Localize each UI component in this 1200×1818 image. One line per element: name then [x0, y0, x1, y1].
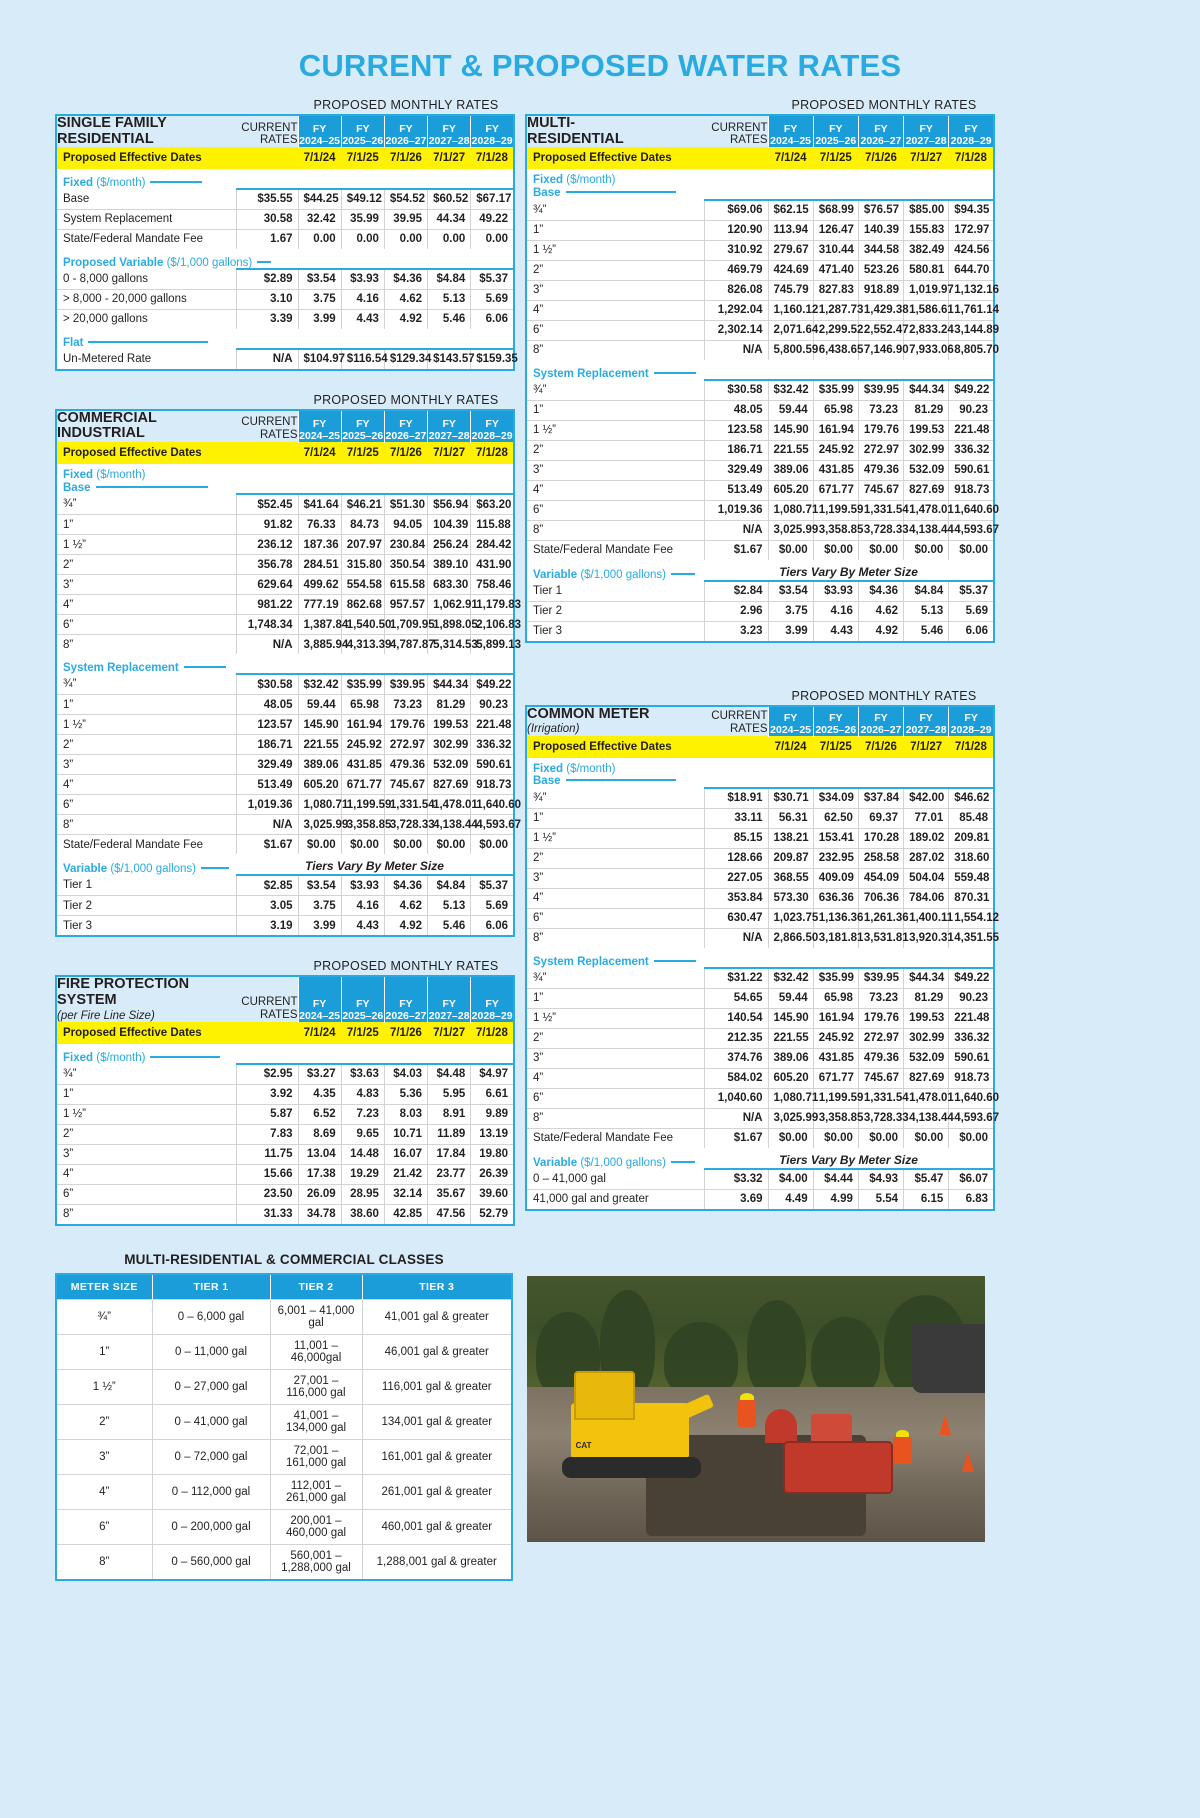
table-row: Tier 1 $2.85 $3.54 $3.93 $4.36 $4.84 $5.37	[56, 875, 514, 896]
multi-residential-pmr-header	[525, 98, 995, 114]
single-family-body	[56, 148, 518, 370]
fixed-section-header	[56, 169, 514, 189]
table-row: 6” 2,302.14 2,071.64 2,299.52 2,552.47 2,833.24 3,144.89	[526, 320, 994, 340]
table-row: 4” 15.66 17.38 19.29 21.42 23.77 26.39	[56, 1164, 514, 1184]
single-family-residential-table	[55, 114, 518, 371]
fy-header-2026-27: FY 2026–27	[858, 115, 903, 148]
table-row: 6” 1,748.34 1,387.84 1,540.50 1,709.95 1,898.05 2,106.83	[56, 615, 514, 635]
photo-excavator: CAT	[559, 1371, 710, 1477]
fy-header-2027-28: FY 2027–28	[904, 706, 949, 737]
table-row: 3” 0 – 72,000 gal 72,001 – 161,000 gal 161,001 gal & greater	[56, 1439, 512, 1474]
table-row: 1 ½” 85.15 138.21 153.41 170.28 189.02 209.81	[526, 828, 994, 848]
table-row: 2” 7.83 8.69 9.65 10.71 11.89 13.19	[56, 1124, 514, 1144]
table-row: 4” 584.02 605.20 671.77 745.67 827.69 918.73	[526, 1068, 994, 1088]
table-row: 0 – 41,000 gal $3.32 $4.00 $4.44 $4.93 $5.47 $6.07	[526, 1169, 994, 1190]
table-row: 4” 513.49 605.20 671.77 745.67 827.69 918.73	[56, 775, 514, 795]
table-row: 6” 23.50 26.09 28.95 32.14 35.67 39.60	[56, 1184, 514, 1204]
table-row: 8” 0 – 560,000 gal 560,001 – 1,288,000 gal 1,288,001 gal & greater	[56, 1544, 512, 1580]
effective-dates-row: Proposed Effective Dates 7/1/24 7/1/25 7/1/26 7/1/27 7/1/28	[526, 736, 994, 757]
proposed-monthly-rates-label: PROPOSED MONTHLY RATES	[791, 98, 977, 112]
multi-residential-body	[526, 148, 1000, 642]
table-row: 1 ½” 123.57 145.90 161.94 179.76 199.53 221.48	[56, 715, 514, 735]
fy-header-2028-29: FY 2028–29	[471, 115, 514, 148]
system-replacement-label: System Replacement	[526, 360, 704, 380]
fy-header-2028-29: FY 2028–29	[471, 410, 514, 443]
fixed-label: Fixed ($/month)	[56, 1044, 236, 1064]
table-row: ¾” $52.45 $41.64 $46.21 $51.30 $56.94 $63.20	[56, 494, 514, 515]
tiers-vary-note: Tiers Vary By Meter Size	[704, 560, 994, 581]
system-replacement-section-header	[56, 654, 514, 674]
proposed-monthly-rates-label: PROPOSED MONTHLY RATES	[791, 688, 977, 703]
fy-header-2026-27: FY 2026–27	[384, 976, 427, 1022]
commercial-industrial-table	[55, 409, 522, 938]
fixed-base-label: Fixed ($/month) Base	[526, 757, 704, 788]
photo-valve	[765, 1409, 797, 1444]
variable-section-header	[56, 854, 514, 875]
fy-header-2028-29: FY 2028–29	[949, 706, 994, 737]
fy-header-2024-25: FY 2024–25	[768, 115, 813, 148]
table-row: State/Federal Mandate Fee 1.67 0.00 0.00 0.00 0.00 0.00	[56, 229, 514, 249]
current-rates-header: CURRENT RATES	[236, 410, 298, 443]
current-rates-header: CURRENT RATES	[236, 976, 298, 1022]
flat-label: Flat	[56, 329, 236, 349]
table-row: 2” 0 – 41,000 gal 41,001 – 134,000 gal 134,001 gal & greater	[56, 1404, 512, 1439]
table-row: 2” 469.79 424.69 471.40 523.26 580.81 644.70	[526, 260, 994, 280]
table-row: > 8,000 - 20,000 gallons 3.10 3.75 4.16 4.62 5.13 5.69	[56, 289, 514, 309]
multi-residential-table	[525, 114, 1000, 643]
table-row: 3” 11.75 13.04 14.48 16.07 17.84 19.80	[56, 1144, 514, 1164]
construction-photo	[527, 1276, 985, 1542]
effective-dates-row: Proposed Effective Dates 7/1/24 7/1/25 7/1/26 7/1/27 7/1/28	[56, 148, 514, 169]
fy-header-2028-29: FY 2028–29	[471, 976, 514, 1022]
rate-tables-container	[0, 98, 1200, 1226]
fy-header-2025-26: FY 2025–26	[813, 115, 858, 148]
table-row: 1” 33.11 56.31 62.50 69.37 77.01 85.48	[526, 808, 994, 828]
photo-water-pipe	[783, 1441, 893, 1494]
table-row: 0 - 8,000 gallons $2.89 $3.54 $3.93 $4.36 $4.84 $5.37	[56, 269, 514, 290]
table-row: ¾” $18.91 $30.71 $34.09 $37.84 $42.00 $46.62	[526, 788, 994, 809]
page-title: CURRENT & PROPOSED WATER RATES	[298, 48, 902, 83]
table-row: 8” N/A 3,885.94 4,313.39 4,787.87 5,314.53 5,899.13	[56, 635, 514, 655]
commercial-pmr-header	[55, 393, 515, 409]
current-rates-header: CURRENT RATES	[236, 115, 298, 148]
table-row: 6” 1,019.36 1,080.71 1,199.59 1,331.54 1,478.01 1,640.60	[56, 795, 514, 815]
fixed-label: Fixed ($/month)	[56, 169, 236, 189]
current-rates-header: CURRENT RATES	[704, 115, 768, 148]
table-row: 4” 981.22 777.19 862.68 957.57 1,062.91 1,179.83	[56, 595, 514, 615]
table-title: FIRE PROTECTION SYSTEM (per Fire Line Size)	[56, 976, 236, 1022]
table-row: 8” N/A 5,800.59 6,438.65 7,146.90 7,933.06 8,805.70	[526, 340, 994, 360]
variable-label: Variable ($/1,000 gallons)	[56, 854, 236, 875]
col-header-tier-3: TIER 3	[362, 1274, 512, 1300]
table-row: ¾” $30.58 $32.42 $35.99 $39.95 $44.34 $49.22	[526, 380, 994, 401]
table-row: 1” 54.65 59.44 65.98 73.23 81.29 90.23	[526, 988, 994, 1008]
fixed-base-section-header	[56, 464, 514, 495]
fy-header-2026-27: FY 2026–27	[384, 115, 427, 148]
proposed-monthly-rates-label: PROPOSED MONTHLY RATES	[313, 98, 499, 112]
table-row: 8” N/A 3,025.99 3,358.85 3,728.33 4,138.44 4,593.67	[526, 520, 994, 540]
table-row: 2” 356.78 284.51 315.80 350.54 389.10 431.90	[56, 555, 514, 575]
table-row: System Replacement 30.58 32.42 35.99 39.95 44.34 49.22	[56, 209, 514, 229]
table-row: 6” 0 – 200,000 gal 200,001 – 460,000 gal 460,001 gal & greater	[56, 1509, 512, 1544]
table-row: 1” 0 – 11,000 gal 11,001 – 46,000gal 46,001 gal & greater	[56, 1334, 512, 1369]
fy-header-2025-26: FY 2025–26	[341, 976, 384, 1022]
table-row: ¾” $2.95 $3.27 $3.63 $4.03 $4.48 $4.97	[56, 1064, 514, 1085]
table-row: 4” 0 – 112,000 gal 112,001 – 261,000 gal 261,001 gal & greater	[56, 1474, 512, 1509]
table-row: 4” 513.49 605.20 671.77 745.67 827.69 918.73	[526, 480, 994, 500]
common-meter-table	[525, 705, 1000, 1211]
fy-header-2025-26: FY 2025–26	[341, 410, 384, 443]
table-row: Tier 3 3.19 3.99 4.43 4.92 5.46 6.06	[56, 916, 514, 937]
table-row: 4” 353.84 573.30 636.36 706.36 784.06 870.31	[526, 888, 994, 908]
table-row: 3” 629.64 499.62 554.58 615.58 683.30 758.46	[56, 575, 514, 595]
variable-section-header	[526, 560, 994, 581]
photo-excavator-bucket	[912, 1324, 985, 1393]
table-subtitle: (per Fire Line Size)	[57, 1009, 155, 1022]
table-row: 2” 186.71 221.55 245.92 272.97 302.99 336.32	[526, 440, 994, 460]
proposed-variable-label: Proposed Variable ($/1,000 gallons)	[56, 249, 236, 269]
effective-dates-row: Proposed Effective Dates 7/1/24 7/1/25 7/1/26 7/1/27 7/1/28	[56, 1023, 514, 1044]
table-row: 1 ½” 0 – 27,000 gal 27,001 – 116,000 gal 116,001 gal & greater	[56, 1369, 512, 1404]
table-row: 4” 1,292.04 1,160.12 1,287.73 1,429.38 1,586.61 1,761.14	[526, 300, 994, 320]
classes-table-column	[55, 1252, 513, 1581]
tiers-vary-note: Tiers Vary By Meter Size	[236, 854, 514, 875]
classes-table-title: MULTI-RESIDENTIAL & COMMERCIAL CLASSES	[124, 1251, 444, 1267]
fy-header-2027-28: FY 2027–28	[904, 115, 949, 148]
fy-header-2027-28: FY 2027–28	[428, 976, 471, 1022]
table-row: ¾” $31.22 $32.42 $35.99 $39.95 $44.34 $49.22	[526, 968, 994, 989]
left-column	[55, 98, 522, 1226]
col-header-tier-2: TIER 2	[270, 1274, 362, 1300]
system-replacement-section-header	[526, 360, 994, 380]
table-title: SINGLE FAMILY RESIDENTIAL	[56, 115, 236, 148]
fixed-base-section-header	[526, 757, 994, 788]
table-row: Tier 2 3.05 3.75 4.16 4.62 5.13 5.69	[56, 896, 514, 916]
table-row: 3” 329.49 389.06 431.85 479.36 532.09 590.61	[56, 755, 514, 775]
system-replacement-label: System Replacement	[56, 654, 236, 674]
table-row: Tier 1 $2.84 $3.54 $3.93 $4.36 $4.84 $5.37	[526, 581, 994, 602]
effective-dates-row: Proposed Effective Dates 7/1/24 7/1/25 7/1/26 7/1/27 7/1/28	[526, 148, 994, 169]
table-row: 8” N/A 3,025.99 3,358.85 3,728.33 4,138.44 4,593.67	[526, 1108, 994, 1128]
table-row: 3” 329.49 389.06 431.85 479.36 532.09 590.61	[526, 460, 994, 480]
table-row: 1 ½” 5.87 6.52 7.23 8.03 8.91 9.89	[56, 1104, 514, 1124]
table-row: 6” 630.47 1,023.75 1,136.36 1,261.36 1,400.11 1,554.12	[526, 908, 994, 928]
common-meter-body	[526, 736, 1000, 1210]
table-row: 8” N/A 2,866.50 3,181.81 3,531.81 3,920.31 4,351.55	[526, 928, 994, 948]
effective-dates-row: Proposed Effective Dates 7/1/24 7/1/25 7/1/26 7/1/27 7/1/28	[56, 443, 514, 464]
table-row: ¾” $30.58 $32.42 $35.99 $39.95 $44.34 $49.22	[56, 674, 514, 695]
col-header-meter-size: METER SIZE	[56, 1274, 152, 1300]
multi-residential-commercial-classes-table	[55, 1273, 513, 1581]
fixed-base-section-header	[526, 169, 994, 200]
fy-header-2027-28: FY 2027–28	[428, 410, 471, 443]
fire-protection-system-table	[55, 975, 515, 1225]
single-family-pmr-header	[55, 98, 515, 114]
fy-header-2024-25: FY 2024–25	[298, 976, 341, 1022]
fy-header-2027-28: FY 2027–28	[428, 115, 471, 148]
table-subtitle: (Irrigation)	[527, 723, 580, 736]
fixed-base-label: Fixed ($/month) Base	[56, 464, 236, 495]
tiers-vary-note: Tiers Vary By Meter Size	[704, 1148, 994, 1169]
common-meter-pmr-header	[525, 689, 995, 705]
mandate-fee-row: State/Federal Mandate Fee $1.67 $0.00 $0.00 $0.00 $0.00 $0.00	[526, 1128, 994, 1148]
proposed-variable-section-header	[56, 249, 514, 269]
table-row: 3” 826.08 745.79 827.83 918.89 1,019.97 1,132.16	[526, 280, 994, 300]
table-row: Tier 3 3.23 3.99 4.43 4.92 5.46 6.06	[526, 621, 994, 642]
table-title: COMMON METER (Irrigation)	[526, 706, 704, 737]
fire-protection-pmr-header	[55, 959, 515, 975]
table-row: 2” 128.66 209.87 232.95 258.58 287.02 318.60	[526, 848, 994, 868]
table-row: 8” 31.33 34.78 38.60 42.85 47.56 52.79	[56, 1204, 514, 1225]
fy-header-2025-26: FY 2025–26	[341, 115, 384, 148]
table-row: 6” 1,040.60 1,080.71 1,199.59 1,331.54 1,478.01 1,640.60	[526, 1088, 994, 1108]
fy-header-2026-27: FY 2026–27	[384, 410, 427, 443]
fy-header-2024-25: FY 2024–25	[298, 410, 341, 443]
bottom-section	[0, 1252, 1200, 1581]
current-rates-header: CURRENT RATES	[704, 706, 768, 737]
system-replacement-section-header	[526, 948, 994, 968]
fy-header-2026-27: FY 2026–27	[858, 706, 903, 737]
proposed-monthly-rates-label: PROPOSED MONTHLY RATES	[313, 392, 499, 407]
table-row: > 20,000 gallons 3.39 3.99 4.43 4.92 5.46 6.06	[56, 309, 514, 329]
table-row: Un-Metered Rate N/A $104.97 $116.54 $129.34 $143.57 $159.35	[56, 349, 514, 370]
variable-section-header	[526, 1148, 994, 1169]
mandate-fee-row: State/Federal Mandate Fee $1.67 $0.00 $0.00 $0.00 $0.00 $0.00	[56, 835, 514, 855]
table-row: 3” 374.76 389.06 431.85 479.36 532.09 590.61	[526, 1048, 994, 1068]
fy-header-2024-25: FY 2024–25	[768, 706, 813, 737]
table-row: 2” 212.35 221.55 245.92 272.97 302.99 336.32	[526, 1028, 994, 1048]
fixed-base-label: Fixed ($/month) Base	[526, 169, 704, 200]
fy-header-2025-26: FY 2025–26	[813, 706, 858, 737]
fy-header-2024-25: FY 2024–25	[298, 115, 341, 148]
fy-header-2028-29: FY 2028–29	[949, 115, 994, 148]
table-title: COMMERCIAL INDUSTRIAL	[56, 410, 236, 443]
table-row: 2” 186.71 221.55 245.92 272.97 302.99 336.32	[56, 735, 514, 755]
table-row: 3” 227.05 368.55 409.09 454.09 504.04 559.48	[526, 868, 994, 888]
table-row: 6” 1,019.36 1,080.71 1,199.59 1,331.54 1,478.01 1,640.60	[526, 500, 994, 520]
commercial-body	[56, 443, 522, 937]
variable-label: Variable ($/1,000 gallons)	[526, 560, 704, 581]
photo-worker	[893, 1430, 911, 1465]
table-title: MULTI- RESIDENTIAL	[526, 115, 704, 148]
photo-worker	[738, 1393, 756, 1428]
col-header-tier-1: TIER 1	[152, 1274, 270, 1300]
table-row: 1” 91.82 76.33 84.73 94.05 104.39 115.88	[56, 515, 514, 535]
table-row: ¾” 0 – 6,000 gal 6,001 – 41,000 gal 41,001 gal & greater	[56, 1299, 512, 1334]
fire-protection-body	[56, 1023, 514, 1225]
table-row: 1” 48.05 59.44 65.98 73.23 81.29 90.23	[526, 400, 994, 420]
table-row: 1” 3.92 4.35 4.83 5.36 5.95 6.61	[56, 1084, 514, 1104]
table-row: 1” 48.05 59.44 65.98 73.23 81.29 90.23	[56, 695, 514, 715]
table-row: 1 ½” 123.58 145.90 161.94 179.76 199.53 221.48	[526, 420, 994, 440]
effective-dates-label: Proposed Effective Dates	[56, 148, 236, 169]
table-row: Base $35.55 $44.25 $49.12 $54.52 $60.52 $67.17	[56, 189, 514, 210]
table-row: Tier 2 2.96 3.75 4.16 4.62 5.13 5.69	[526, 601, 994, 621]
fixed-section-header	[56, 1044, 514, 1064]
table-row: 1 ½” 236.12 187.36 207.97 230.84 256.24 284.42	[56, 535, 514, 555]
system-replacement-label: System Replacement	[526, 948, 704, 968]
table-row: ¾” $69.06 $62.15 $68.99 $76.57 $85.00 $94.35	[526, 200, 994, 221]
flat-section-header	[56, 329, 514, 349]
right-column	[525, 98, 1000, 1211]
variable-label: Variable ($/1,000 gallons)	[526, 1148, 704, 1169]
mandate-fee-row: State/Federal Mandate Fee $1.67 $0.00 $0.00 $0.00 $0.00 $0.00	[526, 540, 994, 560]
table-row: 41,000 gal and greater 3.69 4.49 4.99 5.54 6.15 6.83	[526, 1189, 994, 1210]
table-row: 8” N/A 3,025.99 3,358.85 3,728.33 4,138.44 4,593.67	[56, 815, 514, 835]
table-row: 1 ½” 140.54 145.90 161.94 179.76 199.53 221.48	[526, 1008, 994, 1028]
table-row: 1” 120.90 113.94 126.47 140.39 155.83 172.97	[526, 220, 994, 240]
proposed-monthly-rates-label: PROPOSED MONTHLY RATES	[313, 959, 499, 974]
table-row: 1 ½” 310.92 279.67 310.44 344.58 382.49 424.56	[526, 240, 994, 260]
